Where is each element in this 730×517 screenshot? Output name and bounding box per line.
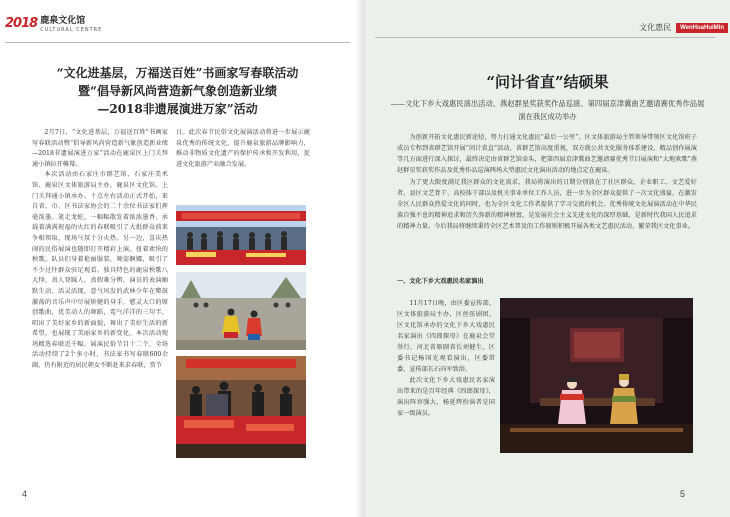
article-body-column (397, 298, 495, 453)
article-subtitle: ——文化下乡大戏惠民演出活动、燕赵群星奖获奖作品巡演、第四届京津冀曲艺邀请赛优秀作品展演在我区成功举办 (390, 99, 705, 121)
article-body-column-2 (176, 128, 310, 198)
title-line-3: —2018非遗展演进万家”活动 (97, 102, 258, 116)
body-paragraph: 日。此次春节民俗文化展演活动将进一步展示鹿泉优秀的传统文化，提升鹿泉旅游品牌影响力，推动非物质文化遗产的保护传承和开发利用，促进文化旅游产业融合发展。 (176, 129, 310, 168)
article-title (10, 64, 345, 118)
body-paragraph: 本次活动由石家庄市群艺馆、石家庄美术馆、鹿泉区文体旅游局主办，鹿泉区文化馆、上门关拜通小镇承办。十点左右活动正式开始，来自省、市、区书法家协会的二十余位书法家们挥毫泼墨。笔走龙蛇，一幅幅散发着浓浓墨香、承载着满满祝福的火红的春联吸引了大批群众前来争相领取，现场气氛十分火热。另一边，喜庆热闹的民俗展演也随即打开精彩上演。扭着欢快的秧歌，队员们身着艳丽服装，舞姿婀娜，吸引了不少过往群众驻足观看。独具特色的鹿泉秧歌八大怪，真人登踩人，真假难分辨，演员的表演幽默生动、活灵活现，意气风发的武林少年在鼙鼓激荡的音乐声中尽展矫健的身手，憨灵大口的原创歌曲，优美动人的舞蹈，霓气洋洋的三句半，唱出了美好家乡的新面貌，舞出了美好生活的新希望，也展现了美丽家乡的新变化。本次活动现场精选春联近千幅，展演民俗节目十二个，全场活动持续了2个多小时，书法家书写春联600余副，仍有附近的居民朝女不断赶来求春联，赏节 (32, 171, 168, 370)
title-line-1: “文化进基层，万福送百姓”书画家写春联活动 (56, 66, 299, 80)
opera-stage-photo (500, 298, 693, 453)
header-divider (5, 42, 350, 43)
cultural-centre-logo (5, 16, 102, 40)
article-body-column-1 (32, 128, 168, 468)
page-number-right: 5 (679, 489, 685, 499)
section-heading-wrap (397, 276, 697, 292)
logo-name: 鹿泉文化馆 (40, 16, 86, 26)
section-heading: 一、文化下乡大戏惠民名家演出 (397, 278, 484, 285)
section-english-badge: WenHuaHuiMin (676, 23, 728, 33)
header-divider (375, 37, 715, 38)
event-photo-couplets (176, 356, 306, 458)
section-name: 文化惠民 (639, 23, 672, 32)
body-paragraph: 2月7日，“文化进基层，万福送百姓”书画家写春联活动暨“倡导新风尚营造新气象创造新业绩—2018非遗展演进万家”活动在鹿泉区上门关拜通小镇拉开帷幕。 (32, 129, 168, 168)
event-photo-calligraphy (176, 205, 306, 265)
logo-mark: 2018 (5, 16, 38, 31)
title-line-2: 暨“倡导新风尚营造新气象创造新业绩 (78, 84, 277, 98)
logo-english: CULTURAL CENTRE (40, 27, 103, 33)
body-paragraph: 为创新开拓文化惠民新途径，努力打通文化惠民“最后一公里”，区文体旅游局主管领导带领区文化馆班子成员专程到省群艺馆开展“问计省直”活动，省群艺馆高度重视，双方就公共文化服务体系建设、精品创作展演等几方面进行深入探讨，最终决定由省群艺馆牵头，把第四届京津冀曲艺邀请赛优秀节目展演和“大地欢歌”燕赵群星奖获奖作品及优秀作品巡演两场大型惠民文化演出活动的地点定在鹿泉。 (397, 134, 697, 174)
right-page (365, 0, 730, 517)
article-intro (397, 132, 697, 272)
body-paragraph: 此次文化下乡大戏惠民名家演出带来的是百年经典《四郎探母》，演出阵容强大，杨延辉扮演者是国家一级演员。 (397, 377, 495, 417)
body-paragraph: 11月17日晚，由区委宣传部、区文体旅游局主办，区丝弦剧团、区文化馆承办的文化下乡大戏惠民名家演出《四郎探母》在鹿泉会堂举行。河北省原副省长刘健生、区委书记杨国光观看演出，区委常委、宣传部长石向军致辞。 (397, 300, 495, 373)
page-number-left: 4 (22, 489, 28, 499)
article-title: “问计省直”结硕果 (486, 73, 609, 91)
section-header (639, 22, 728, 33)
event-photo-performance (176, 272, 306, 350)
body-paragraph: 为了更大限度满足我区群众的文化需求，我局将演出的日期分别放在了社区群众、企业职工、文艺爱好者、县区文艺骨干、高校体干部以及机关事业单位工作人员，进一步为全区群众提供了一次文化盛宴，在激发全区人民群众热爱文化的同时，也为全区文化工作者提供了学习交流的机会。优秀传统文化展演活动在中华民族自强不息的精神追求和历久弥新的精神财富，是发展社会主义先进文化的深厚基础，是新时代我国人民追求的精神力量。今后我局将继续秉持全区艺术普及的工作原则积极开展各类文艺惠民活动，繁荣我区文化事业。 (397, 179, 697, 230)
